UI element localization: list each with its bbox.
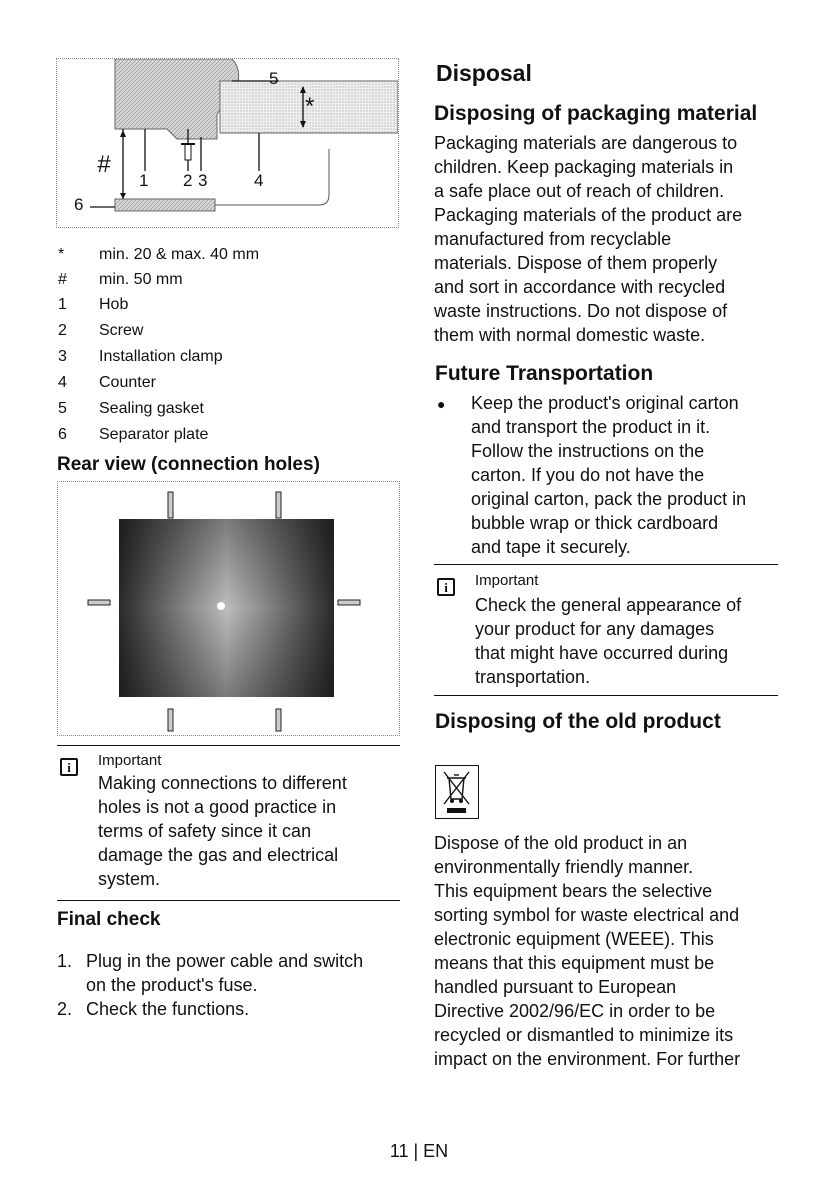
legend-symbol: 5 [58, 400, 67, 417]
legend-text: Installation clamp [99, 348, 223, 365]
legend-symbol: 1 [58, 296, 67, 313]
paragraph-line: This equipment bears the selective [434, 881, 713, 901]
paragraph-line: Packaging materials of the product are [434, 205, 743, 225]
paragraph-line: carton. If you do not have the [471, 465, 705, 485]
legend-symbol: 3 [58, 348, 67, 365]
info-icon [60, 758, 78, 776]
transport-heading: Future Transportation [435, 362, 654, 385]
legend-text: min. 50 mm [99, 271, 183, 288]
list-line: on the product's fuse. [86, 975, 258, 995]
paragraph-line: Keep the product's original carton [471, 393, 739, 413]
list-number: 1. [57, 951, 73, 971]
paragraph-line: children. Keep packaging materials in [434, 157, 734, 177]
legend-symbol: 6 [58, 426, 67, 443]
note-divider [57, 745, 400, 746]
paragraph-line: and tape it securely. [471, 537, 631, 557]
paragraph-line: a safe place out of reach of children. [434, 181, 725, 201]
diagram-label-2: 2 [183, 171, 193, 190]
weee-bin-icon [435, 765, 479, 819]
diagram-label-4: 4 [254, 171, 264, 190]
rear-view-diagram [57, 481, 400, 736]
paragraph-line: sorting symbol for waste electrical and [434, 905, 740, 925]
legend-symbol: 4 [58, 374, 67, 391]
paragraph-line: Directive 2002/96/EC in order to be [434, 1001, 716, 1021]
packaging-paragraph [434, 131, 794, 347]
transport-paragraph [471, 391, 791, 559]
bullet-icon: ● [437, 396, 446, 412]
diagram-label-1: 1 [139, 171, 149, 190]
note-line: Making connections to different [98, 773, 347, 793]
final-check-list [57, 949, 402, 1021]
packaging-heading: Disposing of packaging material [434, 102, 758, 125]
final-check-heading: Final check [57, 909, 161, 930]
note-label: Important [98, 752, 162, 769]
paragraph-line: and sort in accordance with recycled [434, 277, 726, 297]
list-line: Plug in the power cable and switch [86, 951, 364, 971]
paragraph-line: and transport the product in it. [471, 417, 711, 437]
paragraph-line: manufactured from recyclable [434, 229, 672, 249]
paragraph-line: Packaging materials are dangerous to [434, 133, 738, 153]
note-body [475, 593, 785, 689]
old-product-heading: Disposing of the old product [435, 710, 721, 733]
note-body [98, 771, 398, 891]
legend-text: min. 20 & max. 40 mm [99, 246, 260, 263]
paragraph-line: original carton, pack the product in [471, 489, 747, 509]
paragraph-line: materials. Dispose of them properly [434, 253, 718, 273]
note-line: damage the gas and electrical [98, 845, 339, 865]
installation-diagram [56, 58, 399, 228]
note-line: your product for any damages [475, 619, 715, 639]
note-divider [57, 900, 400, 901]
paragraph-line: environmentally friendly manner. [434, 857, 694, 877]
list-number: 2. [57, 999, 73, 1019]
paragraph-line: waste instructions. Do not dispose of [434, 301, 728, 321]
list-line: Check the functions. [86, 999, 250, 1019]
note-line: transportation. [475, 667, 591, 687]
legend-text: Separator plate [99, 426, 209, 443]
info-icon [437, 578, 455, 596]
legend-text: Screw [99, 322, 144, 339]
note-line: that might have occurred during [475, 643, 729, 663]
paragraph-line: them with normal domestic waste. [434, 325, 706, 345]
diagram-label-3: 3 [198, 171, 208, 190]
note-line: system. [98, 869, 161, 889]
legend-symbol: * [58, 246, 65, 263]
list-item [57, 949, 402, 997]
diagram-label-6: 6 [74, 195, 84, 214]
note-line: holes is not a good practice in [98, 797, 337, 817]
legend-text: Counter [99, 374, 156, 391]
page-title: Disposal [436, 60, 532, 86]
list-item [57, 997, 402, 1021]
legend-text: Hob [99, 296, 129, 313]
legend-text: Sealing gasket [99, 400, 204, 417]
diagram-label-star: * [305, 93, 315, 120]
paragraph-line: Follow the instructions on the [471, 441, 705, 461]
page-number: 11 | EN [389, 1141, 449, 1161]
diagram-legend [58, 244, 398, 444]
paragraph-line: handled pursuant to European [434, 977, 677, 997]
diagram-label-hash: # [97, 151, 111, 178]
note-line: Check the general appearance of [475, 595, 742, 615]
note-line: terms of safety since it can [98, 821, 312, 841]
note-divider [434, 564, 778, 565]
rear-view-heading: Rear view (connection holes) [57, 454, 320, 475]
paragraph-line: means that this equipment must be [434, 953, 715, 973]
paragraph-line: recycled or dismantled to minimize its [434, 1025, 734, 1045]
paragraph-line: bubble wrap or thick cardboard [471, 513, 719, 533]
legend-symbol: # [58, 271, 67, 288]
note-divider [434, 695, 778, 696]
old-product-paragraph [434, 831, 794, 1071]
paragraph-line: Dispose of the old product in an [434, 833, 688, 853]
legend-symbol: 2 [58, 322, 67, 339]
paragraph-line: impact on the environment. For further [434, 1049, 741, 1069]
note-label: Important [475, 572, 539, 589]
diagram-label-5: 5 [269, 69, 279, 88]
paragraph-line: electronic equipment (WEEE). This [434, 929, 714, 949]
